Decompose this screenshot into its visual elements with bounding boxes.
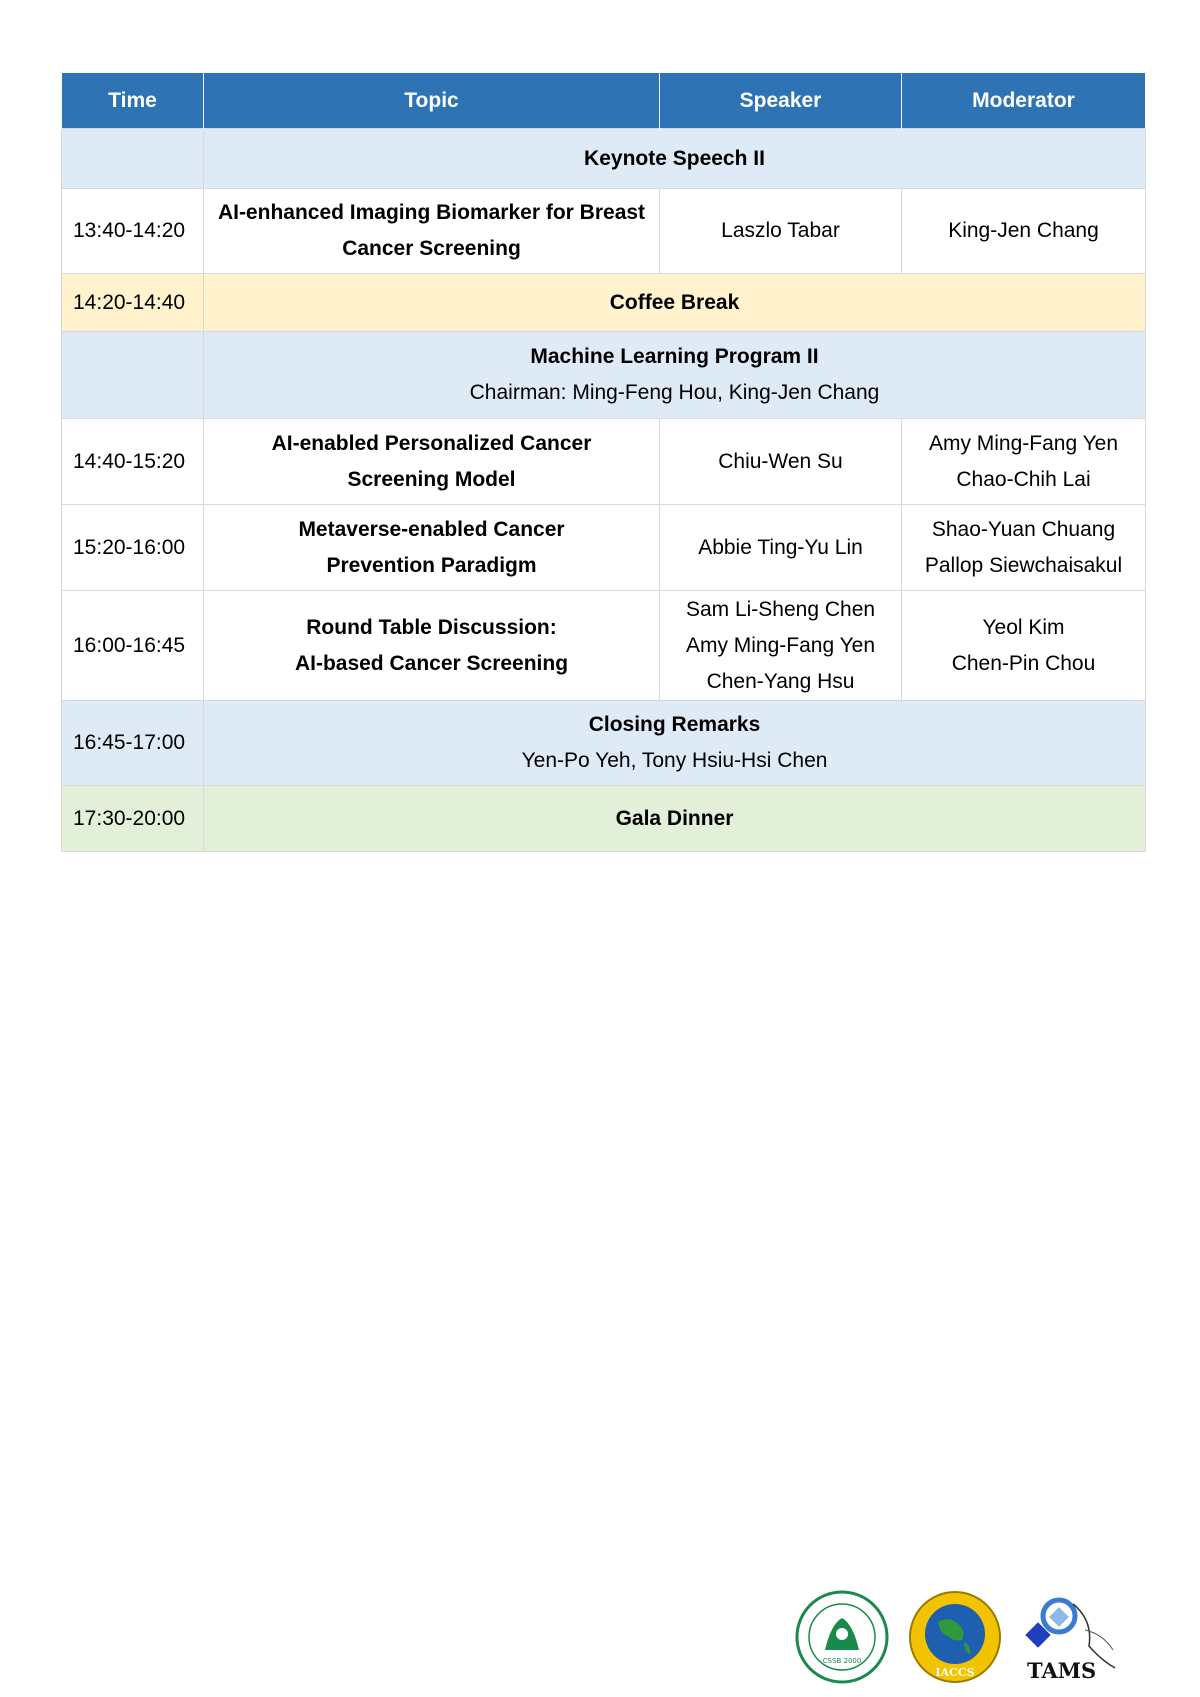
closing-title: Closing Remarks	[588, 713, 761, 736]
row4-speaker-line3: Chen-Yang Hsu	[706, 669, 855, 693]
row4-speaker-line2: Amy Ming-Fang Yen	[685, 633, 876, 657]
row4-speaker	[660, 591, 902, 701]
coffee-break-row	[62, 274, 1146, 332]
row1-topic-line1: AI-enhanced Imaging Biomarker for Breast	[217, 201, 646, 224]
closing-names: Yen-Po Yeh, Tony Hsiu-Hsi Chen	[521, 749, 828, 772]
header-time: Time	[62, 73, 204, 129]
row4-moderator-line1: Yeol Kim	[982, 615, 1065, 639]
row3-topic	[204, 505, 660, 591]
keynote-time-cell	[62, 129, 204, 189]
ml-program-time-cell	[62, 332, 204, 419]
row1-topic	[204, 189, 660, 274]
row4-time: 16:00-16:45	[62, 591, 204, 701]
table-row	[62, 591, 1146, 701]
row3-speaker: Abbie Ting-Yu Lin	[660, 505, 902, 591]
closing-remarks-row	[62, 701, 1146, 786]
row1-moderator: King-Jen Chang	[902, 189, 1146, 274]
ml-program-chairman: Chairman: Ming-Feng Hou, King-Jen Chang	[469, 381, 880, 404]
closing-time: 16:45-17:00	[62, 701, 204, 786]
header-topic: Topic	[204, 73, 660, 129]
row1-topic-line2: Cancer Screening	[342, 237, 521, 260]
society-seal-logo	[795, 1590, 889, 1684]
seal-logo-text: CSSB 2000	[822, 1657, 862, 1665]
closing-cell	[204, 701, 1146, 786]
table-header-row	[62, 73, 1146, 129]
header-moderator: Moderator	[902, 73, 1146, 129]
row2-topic-line2: Screening Model	[347, 467, 516, 491]
row1-time: 13:40-14:20	[62, 189, 204, 274]
row2-speaker: Chiu-Wen Su	[660, 419, 902, 505]
row2-time: 14:40-15:20	[62, 419, 204, 505]
ml-program-title: Machine Learning Program II	[530, 345, 819, 368]
row3-topic-line2: Prevention Paradigm	[326, 553, 537, 577]
globe-seal-logo	[908, 1590, 1002, 1684]
row3-topic-line1: Metaverse-enabled Cancer	[298, 517, 565, 541]
row4-topic-line1: Round Table Discussion:	[306, 615, 557, 639]
header-speaker: Speaker	[660, 73, 902, 129]
tams-logo-text: TAMS	[1027, 1658, 1097, 1683]
table-row	[62, 505, 1146, 591]
row2-moderator	[902, 419, 1146, 505]
row3-moderator-line1: Shao-Yuan Chuang	[931, 517, 1116, 541]
row3-time: 15:20-16:00	[62, 505, 204, 591]
row2-topic	[204, 419, 660, 505]
table-row	[62, 189, 1146, 274]
globe-logo-text: IACCS	[935, 1666, 975, 1679]
keynote-session-row	[62, 129, 1146, 189]
row3-moderator	[902, 505, 1146, 591]
coffee-time: 14:20-14:40	[62, 274, 204, 332]
row2-moderator-line1: Amy Ming-Fang Yen	[928, 431, 1119, 455]
ml-program-row	[62, 332, 1146, 419]
keynote-title: Keynote Speech II	[204, 129, 1146, 189]
gala-time: 17:30-20:00	[62, 786, 204, 852]
row2-moderator-line2: Chao-Chih Lai	[956, 467, 1091, 491]
row4-topic-line2: AI-based Cancer Screening	[294, 651, 569, 675]
ml-program-cell	[204, 332, 1146, 419]
tams-logo	[1023, 1590, 1133, 1684]
row4-moderator-line2: Chen-Pin Chou	[951, 651, 1096, 675]
row1-speaker: Laszlo Tabar	[660, 189, 902, 274]
footer-logos	[795, 1590, 1135, 1685]
row4-moderator	[902, 591, 1146, 701]
row2-topic-line1: AI-enabled Personalized Cancer	[271, 431, 592, 455]
row4-speaker-line1: Sam Li-Sheng Chen	[685, 597, 876, 621]
row3-moderator-line2: Pallop Siewchaisakul	[924, 553, 1123, 577]
gala-dinner-row	[62, 786, 1146, 852]
schedule-table	[61, 73, 1146, 852]
table-row	[62, 419, 1146, 505]
coffee-title: Coffee Break	[204, 274, 1146, 332]
row4-topic	[204, 591, 660, 701]
gala-title: Gala Dinner	[204, 786, 1146, 852]
